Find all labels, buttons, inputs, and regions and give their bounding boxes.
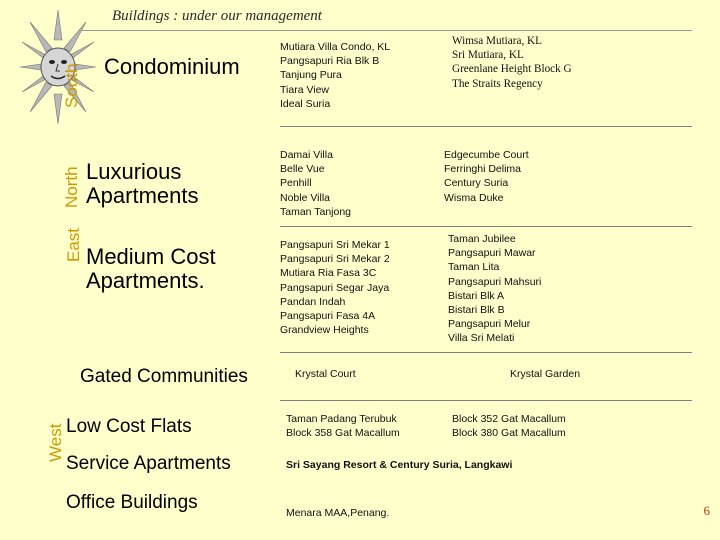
page-number: 6 bbox=[703, 503, 710, 518]
low-cost-list-2 bbox=[452, 412, 566, 440]
list-item: Pangsapuri Fasa 4A bbox=[280, 310, 376, 323]
service-apartments-detail: Sri Sayang Resort & Century Suria, Langkawi bbox=[286, 459, 513, 471]
list-item: Mutiara Villa Condo, KL bbox=[280, 41, 391, 53]
list-item: Taman Lita bbox=[448, 261, 500, 274]
list-item: Pangsapuri Mawar bbox=[448, 247, 536, 260]
slide-title: Buildings : under our management bbox=[112, 8, 322, 24]
category-line: Luxurious bbox=[86, 159, 182, 184]
list-item: Block 352 Gat Macallum bbox=[452, 413, 566, 425]
condominium-list-1 bbox=[280, 40, 390, 111]
category-gated-communities: Gated Communities bbox=[80, 366, 248, 387]
list-item: Wimsa Mutiara, KL bbox=[452, 35, 542, 47]
list-item: Pangsapuri Sri Mekar 2 bbox=[280, 253, 390, 266]
list-item: Block 380 Gat Macallum bbox=[452, 427, 566, 440]
west-label: West bbox=[46, 423, 65, 462]
title-divider bbox=[80, 30, 692, 31]
list-item: Damai Villa bbox=[280, 149, 333, 161]
list-item: Belle Vue bbox=[280, 163, 325, 176]
list-item: Pangsapuri Ria Blk B bbox=[280, 55, 380, 68]
list-item: Wisma Duke bbox=[444, 191, 504, 204]
row-divider bbox=[280, 226, 692, 227]
luxurious-list-1 bbox=[280, 148, 351, 219]
list-item: Sri Mutiara, KL bbox=[452, 49, 524, 62]
list-item: Ferringhi Delima bbox=[444, 163, 522, 176]
category-service-apartments: Service Apartments bbox=[66, 453, 231, 474]
gated-item-1: Krystal Court bbox=[295, 368, 356, 380]
row-divider bbox=[280, 400, 692, 401]
medium-cost-list-1 bbox=[280, 238, 390, 337]
sun-logo-icon bbox=[18, 8, 98, 126]
row-divider bbox=[280, 126, 692, 127]
condominium-list-2 bbox=[452, 34, 572, 91]
low-cost-list-1 bbox=[286, 412, 400, 440]
gated-item-2: Krystal Garden bbox=[510, 368, 581, 380]
list-item: Tanjung Pura bbox=[280, 69, 342, 82]
list-item: Ideal Suria bbox=[280, 97, 331, 110]
list-item: Greenlane Height Block G bbox=[452, 63, 572, 76]
category-line: Apartments bbox=[86, 183, 199, 208]
list-item: Tiara View bbox=[280, 83, 330, 96]
category-low-cost-flats: Low Cost Flats bbox=[66, 416, 192, 437]
medium-cost-list-2 bbox=[448, 232, 541, 346]
office-buildings-detail: Menara MAA,Penang. bbox=[286, 507, 390, 519]
category-office-buildings: Office Buildings bbox=[66, 492, 198, 513]
list-item: Noble Villa bbox=[280, 191, 331, 204]
list-item: Pangsapuri Sri Mekar 1 bbox=[280, 239, 390, 251]
list-item: The Straits Regency bbox=[452, 77, 543, 90]
category-line: Apartments. bbox=[86, 268, 205, 293]
category-condominium: Condominium bbox=[104, 54, 240, 79]
list-item: Taman Padang Terubuk bbox=[286, 413, 397, 425]
list-item: Century Suria bbox=[444, 177, 509, 190]
list-item: Pangsapuri Segar Jaya bbox=[280, 281, 390, 294]
list-item: Penhill bbox=[280, 177, 312, 190]
list-item: Taman Jubilee bbox=[448, 233, 516, 245]
category-luxurious-apartments bbox=[86, 160, 199, 208]
east-label: East bbox=[64, 227, 83, 262]
list-item: Pandan Indah bbox=[280, 295, 346, 308]
list-item: Pangsapuri Mahsuri bbox=[448, 275, 542, 288]
row-divider bbox=[280, 352, 692, 353]
luxurious-list-2 bbox=[444, 148, 529, 205]
list-item: Pangsapuri Melur bbox=[448, 318, 531, 331]
list-item: Villa Sri Melati bbox=[448, 332, 515, 345]
list-item: Block 358 Gat Macallum bbox=[286, 427, 400, 440]
list-item: Taman Tanjong bbox=[280, 205, 352, 218]
list-item: Grandview Heights bbox=[280, 324, 369, 337]
list-item: Edgecumbe Court bbox=[444, 149, 529, 161]
south-label: South bbox=[62, 63, 81, 108]
list-item: Bistari Blk A bbox=[448, 289, 505, 302]
category-medium-cost-apartments bbox=[86, 245, 216, 293]
list-item: Mutiara Ria Fasa 3C bbox=[280, 267, 377, 280]
north-label: North bbox=[62, 166, 81, 208]
category-line: Medium Cost bbox=[86, 244, 216, 269]
list-item: Bistari Blk B bbox=[448, 304, 505, 317]
